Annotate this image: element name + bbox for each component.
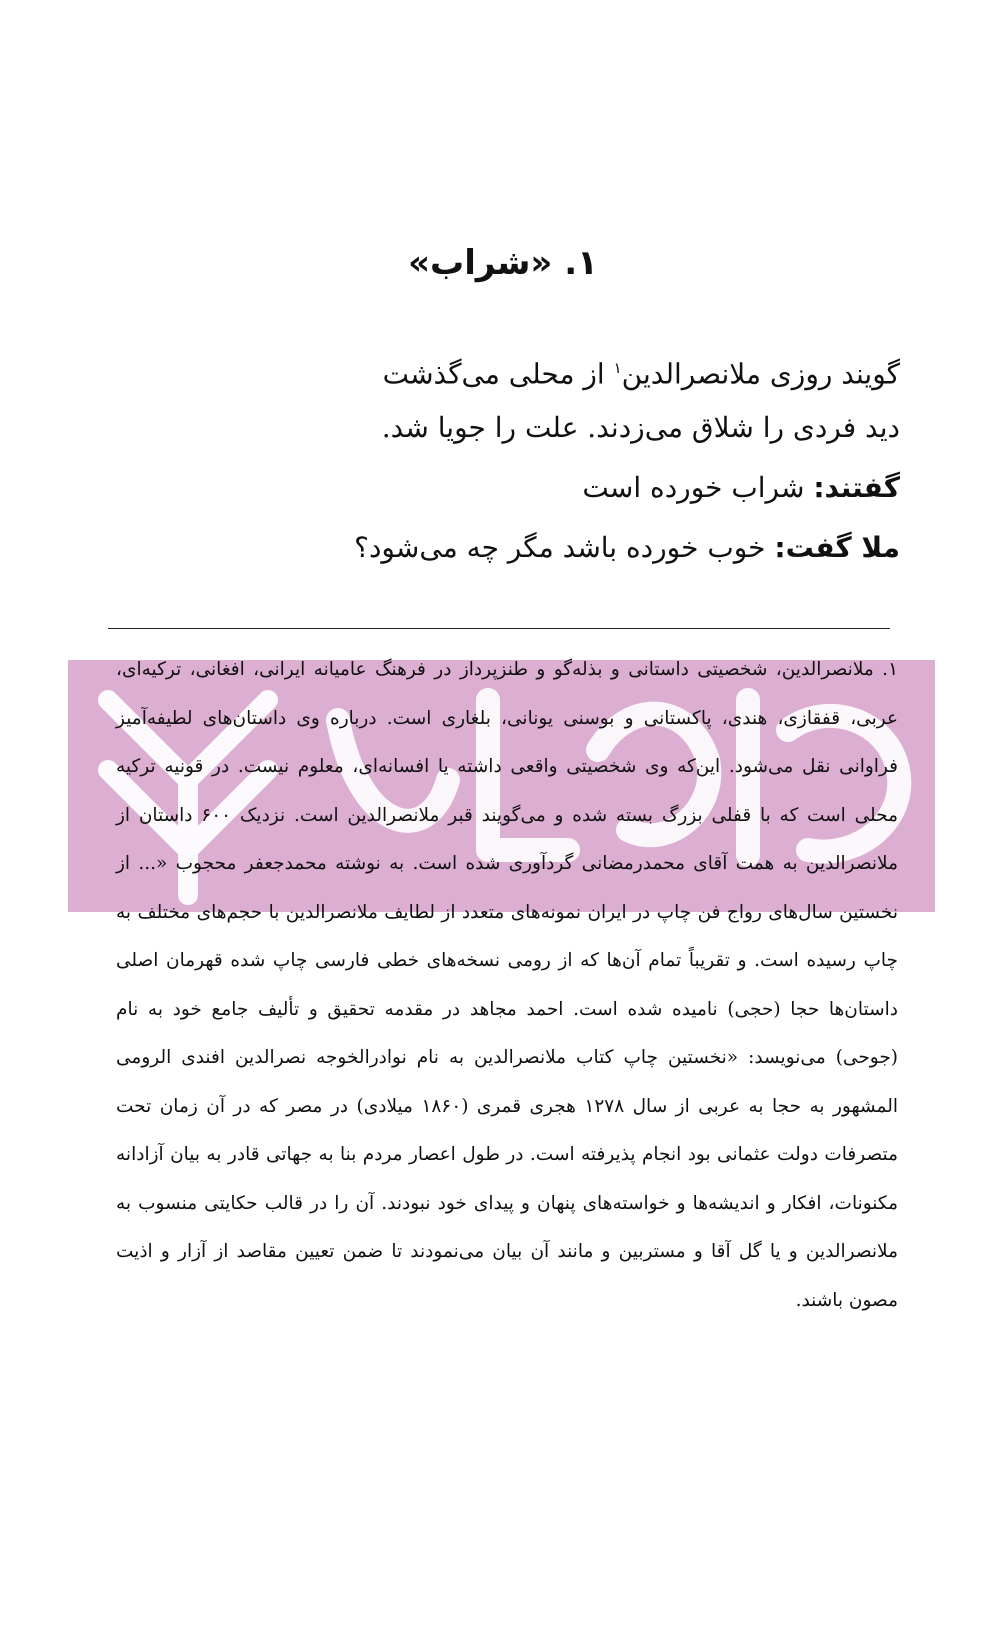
speaker-label: ملا گفت:	[774, 531, 900, 564]
story-line-1	[360, 342, 900, 402]
story-text	[354, 342, 900, 582]
dialogue-text: خوب خورده باشد مگر چه می‌شود؟	[354, 531, 775, 564]
footnote-ref[interactable]: ۱	[613, 359, 622, 377]
speaker-label: گفتند:	[813, 471, 900, 504]
story-line-3	[360, 462, 900, 522]
dialogue-text: شراب خورده است	[582, 471, 814, 504]
footnote-divider	[108, 628, 890, 629]
footnote-text: ۱. ملانصرالدین، شخصیتی داستانی و بذله‌گو و طنزپرداز در فرهنگ عامیانه ایرانی، افغانی، ترکیه‌ای، عربی، قفقازی، هندی، پاکستانی و بوسنی یونانی، بلغاری است. درباره وی داستان‌های لطیفه‌آمیز فراوانی نقل می‌شود. این‌که وی شخصیتی واقعی داشته یا افسانه‌ای، معلوم نیست. در قونیه ترکیه محلی است که با قفلی بزرگ بسته شده و می‌گویند قبر ملانصرالدین است. نزدیک ۶۰۰ داستان از ملانصرالدین به همت آقای محمدرمضانی گردآوری شده است. به نوشته محمدجعفر محجوب «... از نخستین سال‌های رواج فن چاپ در ایران نمونه‌های متعدد از لطایف ملانصرالدین با حجم‌های مختلف به چاپ رسیده است. و تقریباً تمام آن‌ها که از رومی نسخه‌های خطی فارسی چاپ شده قهرمان اصلی داستان‌ها حجا (حجی) نامیده شده است. احمد مجاهد در مقدمه تحقیق و تألیف جامع خود به نام (جوحی) می‌نویسد: «نخستین چاپ کتاب ملانصرالدین به نام نوادرالخوجه نصرالدین افندی الرومی المشهور به حجا به عربی از سال ۱۲۷۸ هجری قمری (۱۸۶۰ میلادی) در مصر که در آن زمان تحت متصرفات دولت عثمانی بود انجام پذیرفته است. در طول اعصار مردم بنا به جهاتی قادر به بیان آزادانه مکنونات، افکار و اندیشه‌ها و خواسته‌های پنهان و پیدای خود نبودند. آن را در قالب حکایتی منسوب به ملانصرالدین و یا گل آقا و مستربین و مانند آن بیان می‌نمودند تا ضمن تعیین مقاصد از آزار و اذیت مصون باشند.	[116, 659, 898, 1311]
story-line-4	[354, 522, 900, 582]
story-line-2: دید فردی را شلاق می‌زدند. علت را جویا شد.	[381, 411, 900, 444]
chapter-title: ۱. «شراب»	[408, 243, 598, 283]
story-line-1-before: گویند روزی ملانصرالدین	[621, 357, 900, 391]
story-line-1-after: از محلی می‌گذشت	[382, 357, 614, 391]
